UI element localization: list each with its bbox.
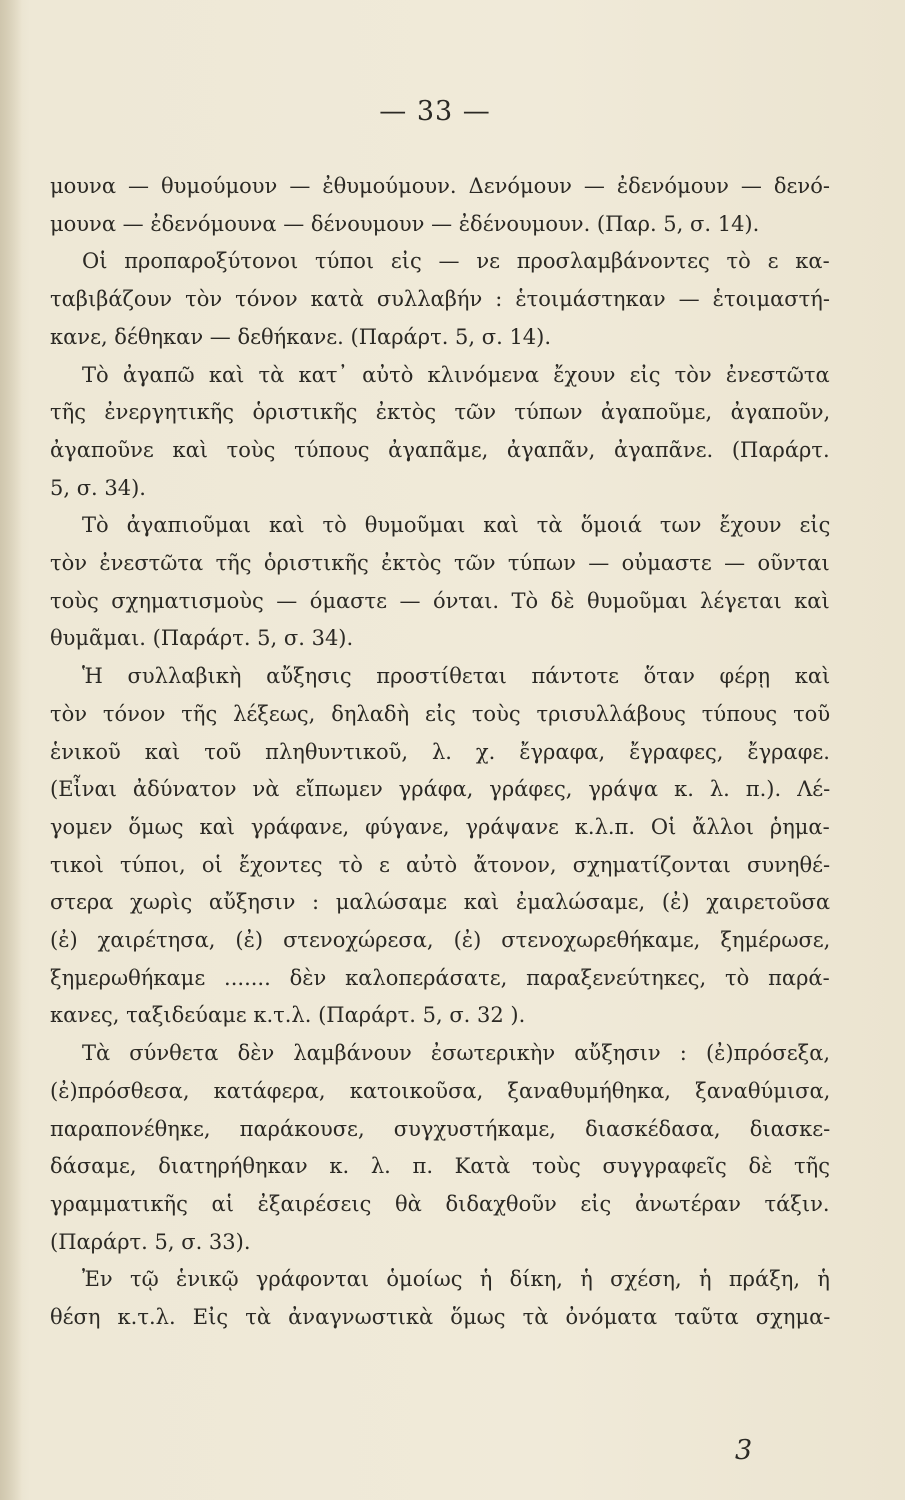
text-line: στερα χωρὶς αὔξησιν : μαλώσαμε καὶ ἐμαλώσαμε, (ἐ) χαιρετοῦσα (50, 890, 831, 915)
text-line: θυμᾶμαι. (Παράρτ. 5, σ. 34). (50, 626, 354, 651)
text-line: Ἡ συλλαβικὴ αὔξησις προστίθεται πάντοτε ὅταν φέρῃ καὶ (82, 664, 831, 689)
text-line: ἀγαποῦνε καὶ τοὺς τύπους ἀγαπᾶμε, ἀγαπᾶν, ἀγαπᾶνε. (Παράρτ. (50, 437, 830, 462)
text-line: τοὺς σχηματισμοὺς — όμαστε — όνται. Τὸ δὲ θυμοῦμαι λέγεται καὶ (50, 588, 830, 613)
text-line: Τὸ ἀγαπῶ καὶ τὰ κατ᾽ αὐτὸ κλινόμενα ἔχουν εἰς τὸν ἐνεστῶτα (82, 362, 830, 387)
text-line: (Εἶναι ἀδύνατον νὰ εἴπωμεν γράφα, γράφες, γράψα κ. λ. π.). Λέ- (50, 777, 831, 802)
text-line: Οἱ προπαροξύτονοι τύποι εἰς — νε προσλαμβάνοντες τὸ ε κα- (82, 249, 830, 274)
text-line: Τὸ ἀγαπιοῦμαι καὶ τὸ θυμοῦμαι καὶ τὰ ὅμοιά των ἔχουν εἰς (82, 513, 831, 538)
text-line: παραπονέθηκε, παράκουσε, συγχυστήκαμε, διασκέδασα, διασκε- (50, 1116, 831, 1141)
text-line: γομεν ὅμως καὶ γράφανε, φύγανε, γράψανε κ.λ.π. Οἱ ἄλλοι ῥημα- (50, 814, 830, 839)
text-line: δάσαμε, διατηρήθηκαν κ. λ. π. Κατὰ τοὺς συγγραφεῖς δὲ τῆς (50, 1154, 831, 1179)
text-line: τικοὶ τύποι, οἱ ἔχοντες τὸ ε αὐτὸ ἄτονον, σχηματίζονται συνηθέ- (50, 852, 831, 877)
text-line: (ἐ) χαιρέτησα, (ἐ) στενοχώρεσα, (ἐ) στενοχωρεθήκαμε, ξημέρωσε, (50, 928, 831, 952)
text-line: μουνα — θυμούμουν — ἐθυμούμουν. Δενόμουν — ἐδενόμουν — δενό- (50, 174, 830, 198)
text-line: τὸν τόνον τῆς λέξεως, δηλαδὴ εἰς τοὺς τρισυλλάβους τύπους τοῦ (50, 701, 831, 726)
page-number: — 33 — (379, 96, 491, 127)
text-line: ταβιβάζουν τὸν τόνον κατὰ συλλαβήν : ἑτοιμάστηκαν — ἑτοιμαστή- (50, 287, 830, 312)
text-line: κανε, δέθηκαν — δεθήκανε. (Παράρτ. 5, σ. 14). (50, 324, 552, 349)
text-line: τῆς ἐνεργητικῆς ὁριστικῆς ἐκτὸς τῶν τύπων ἀγαποῦμε, ἀγαποῦν, (50, 400, 831, 425)
text-line: ξημερωθήκαμε ....... δὲν καλοπεράσατε, παραξενεύτηκες, τὸ παρά- (50, 965, 830, 990)
text-line: 5, σ. 34). (50, 475, 146, 500)
text-line: (Παράρτ. 5, σ. 33). (50, 1229, 251, 1254)
signature-mark: 3 (735, 1435, 753, 1466)
page-spine-shadow (0, 0, 22, 1500)
text-line: Τὰ σύνθετα δὲν λαμβάνουν ἐσωτερικὴν αὔξησιν : (ἐ)πρόσεξα, (82, 1041, 831, 1066)
text-line: κανες, ταξιδεύαμε κ.τ.λ. (Παράρτ. 5, σ. 32 ). (50, 1003, 526, 1028)
text-line: τὸν ἐνεστῶτα τῆς ὁριστικῆς ἐκτὸς τῶν τύπων — οὐμαστε — οῦνται (50, 551, 830, 575)
text-line: ἑνικοῦ καὶ τοῦ πληθυντικοῦ, λ. χ. ἔγραφα, ἔγραφες, ἔγραφε. (50, 739, 830, 764)
text-line: Ἐν τῷ ἑνικῷ γράφονται ὁμοίως ἡ δίκη, ἡ σχέση, ἡ πράξη, ἡ (82, 1267, 830, 1292)
text-line: (ἐ)πρόσθεσα, κατάφερα, κατοικοῦσα, ξαναθυμήθηκα, ξαναθύμισα, (50, 1078, 831, 1103)
text-line: μουνα — ἐδενόμουνα — δένουμουν — ἐδένουμουν. (Παρ. 5, σ. 14). (50, 211, 760, 236)
text-line: θέση κ.τ.λ. Εἰς τὰ ἀναγνωστικὰ ὅμως τὰ ὀνόματα ταῦτα σχημα- (50, 1305, 831, 1329)
text-line: γραμματικῆς αἱ ἐξαιρέσεις θὰ διδαχθοῦν εἰς ἀνωτέραν τάξιν. (50, 1191, 830, 1216)
